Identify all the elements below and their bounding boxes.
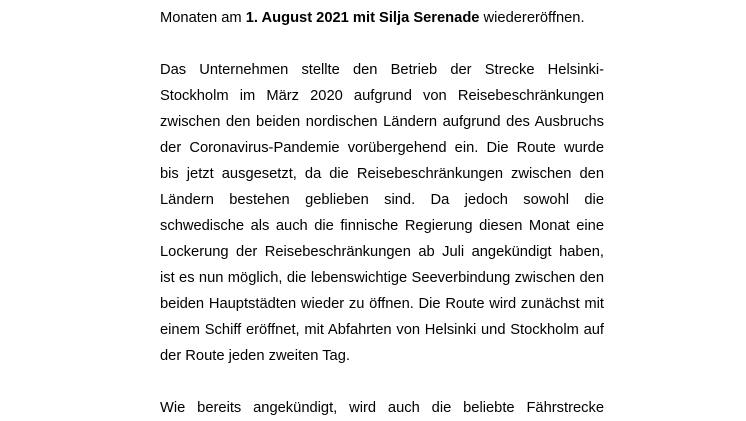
bold-date-ship: 1. August 2021 mit Silja Serenade xyxy=(245,10,480,26)
paragraph-1-line-1 xyxy=(160,5,604,31)
paragraph-2-line-10: beiden Hauptstädten wieder zu öffnen. Die Route wird zunächst mit xyxy=(160,296,604,312)
paragraph-2-line-6: Ländern bestehen geblieben sind. Da jedoch sowohl die xyxy=(160,192,604,208)
paragraph-2-line-2: Stockholm im März 2020 aufgrund von Reisebeschränkungen xyxy=(160,88,604,104)
text-run: Monaten am xyxy=(160,10,246,26)
paragraph-2-line-12: der Route jeden zweiten Tag. xyxy=(160,348,350,364)
paragraph-3-line-1: Wie bereits angekündigt, wird auch die beliebte Fährstrecke xyxy=(160,400,604,416)
paragraph-2-line-3: zwischen den beiden nordischen Ländern aufgrund des Ausbruchs xyxy=(160,114,604,130)
text-run: wiedereröffnen. xyxy=(479,10,585,26)
paragraph-2-line-4: der Coronavirus-Pandemie vorübergehend ein. Die Route wurde xyxy=(160,140,604,156)
paragraph-2-line-7: schwedische als auch die finnische Regierung diesen Monat eine xyxy=(160,218,604,234)
paragraph-2-line-1: Das Unternehmen stellte den Betrieb der Strecke Helsinki- xyxy=(160,62,604,78)
paragraph-2-line-9: ist es nun möglich, die lebenswichtige Seeverbindung zwischen den xyxy=(160,270,604,286)
paragraph-2-line-11: einem Schiff eröffnet, mit Abfahrten von Helsinki und Stockholm auf xyxy=(160,322,604,338)
paragraph-2-line-5: bis jetzt ausgesetzt, da die Reisebeschränkungen zwischen den xyxy=(160,166,604,182)
paragraph-2-line-8: Lockerung der Reisebeschränkungen ab Juli angekündigt haben, xyxy=(160,244,604,260)
